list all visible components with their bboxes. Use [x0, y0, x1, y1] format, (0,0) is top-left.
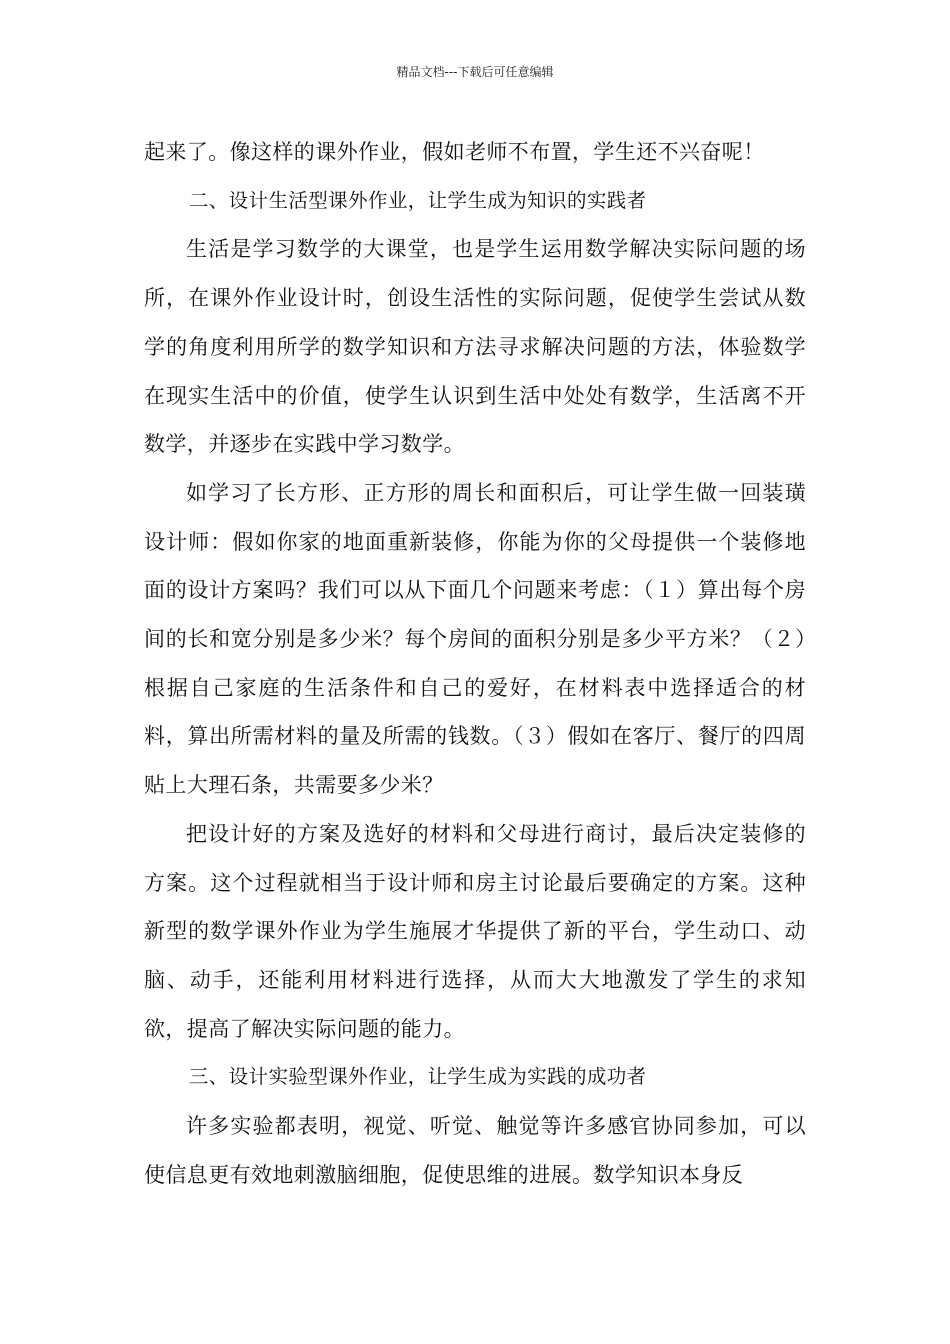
- paragraph-discussion: 把设计好的方案及选好的材料和父母进行商讨，最后决定装修的方案。这个过程就相当于设计师和房主讨论最后要确定的方案。这种新型的数学课外作业为学生施展才华提供了新的平台，学生动口、动脑、动手，还能利用材料进行选择，从而大大地激发了学生的求知欲，提高了解决实际问题的能力。: [144, 821, 806, 1041]
- section-heading-3: 三、设计实验型课外作业，让学生成为实践的成功者: [188, 1065, 647, 1089]
- paragraph-continuation: 起来了。像这样的课外作业，假如老师不布置，学生还不兴奋呢！: [144, 140, 765, 164]
- page-header: 精品文档---下载后可任意编辑: [396, 65, 554, 79]
- paragraph-life-math: 生活是学习数学的大课堂，也是学生运用数学解决实际问题的场所，在课外作业设计时，创设生活性的实际问题，促使学生尝试从数学的角度利用所学的数学知识和方法寻求解决问题的方法，体验数学在现实生活中的价值，使学生认识到生活中处处有数学，生活离不开数学，并逐步在实践中学习数学。: [144, 237, 806, 457]
- paragraph-decoration-example: 如学习了长方形、正方形的周长和面积后，可让学生做一回装璜设计师：假如你家的地面重新装修，你能为你的父母提供一个装修地面的设计方案吗？我们可以从下面几个问题来考虑：（１）算出每个房间的长和宽分别是多少米？每个房间的面积分别是多少平方米？（２）根据自己家庭的生活条件和自己的爱好，在材料表中选择适合的材料，算出所需材料的量及所需的钱数。（３）假如在客厅、餐厅的四周贴上大理石条，共需要多少米？: [144, 480, 806, 798]
- section-heading-2: 二、设计生活型课外作业，让学生成为知识的实践者: [188, 188, 647, 212]
- paragraph-experiments: 许多实验都表明，视觉、听觉、触觉等许多感官协同参加，可以使信息更有效地刺激脑细胞，促使思维的进展。数学知识本身反: [144, 1114, 806, 1187]
- document-body: [144, 128, 806, 1199]
